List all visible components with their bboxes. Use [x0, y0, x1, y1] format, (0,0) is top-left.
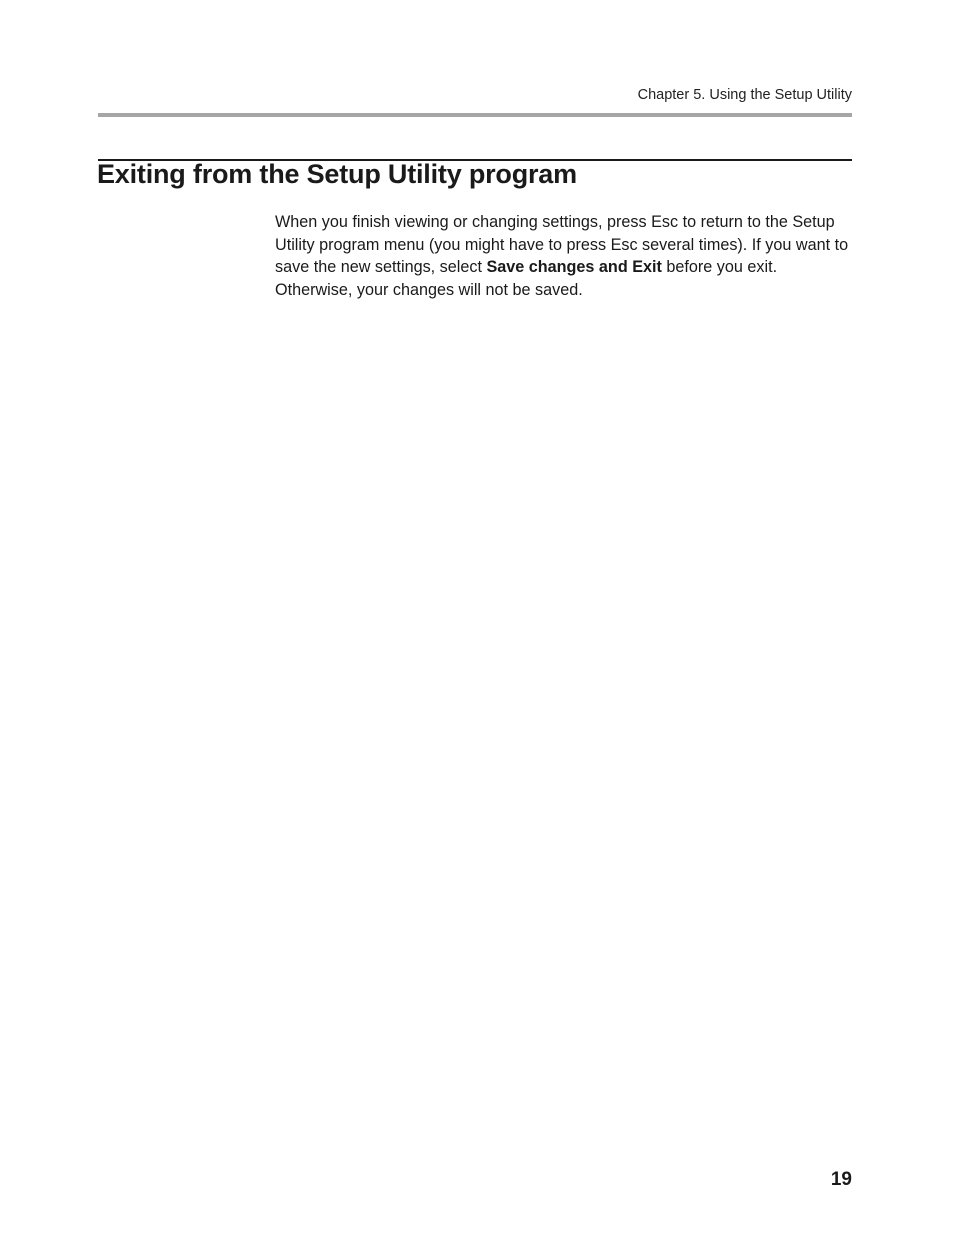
header-rule [98, 113, 852, 117]
page-number: 19 [830, 1169, 852, 1190]
body-text-part2: before you exit. Otherwise, your changes will not be saved. [275, 258, 778, 299]
running-header: Chapter 5. Using the Setup Utility [637, 87, 852, 103]
section-title: Exiting from the Setup Utility program [97, 159, 577, 189]
save-changes-and-exit-term: Save changes and Exit [486, 258, 662, 276]
body-text-part1: When you finish viewing or changing settings, press Esc to return to the Setup Utility program menu (you might have to press Esc several times). If you want to save the new settings, select [275, 213, 849, 276]
body-paragraph [275, 211, 855, 301]
